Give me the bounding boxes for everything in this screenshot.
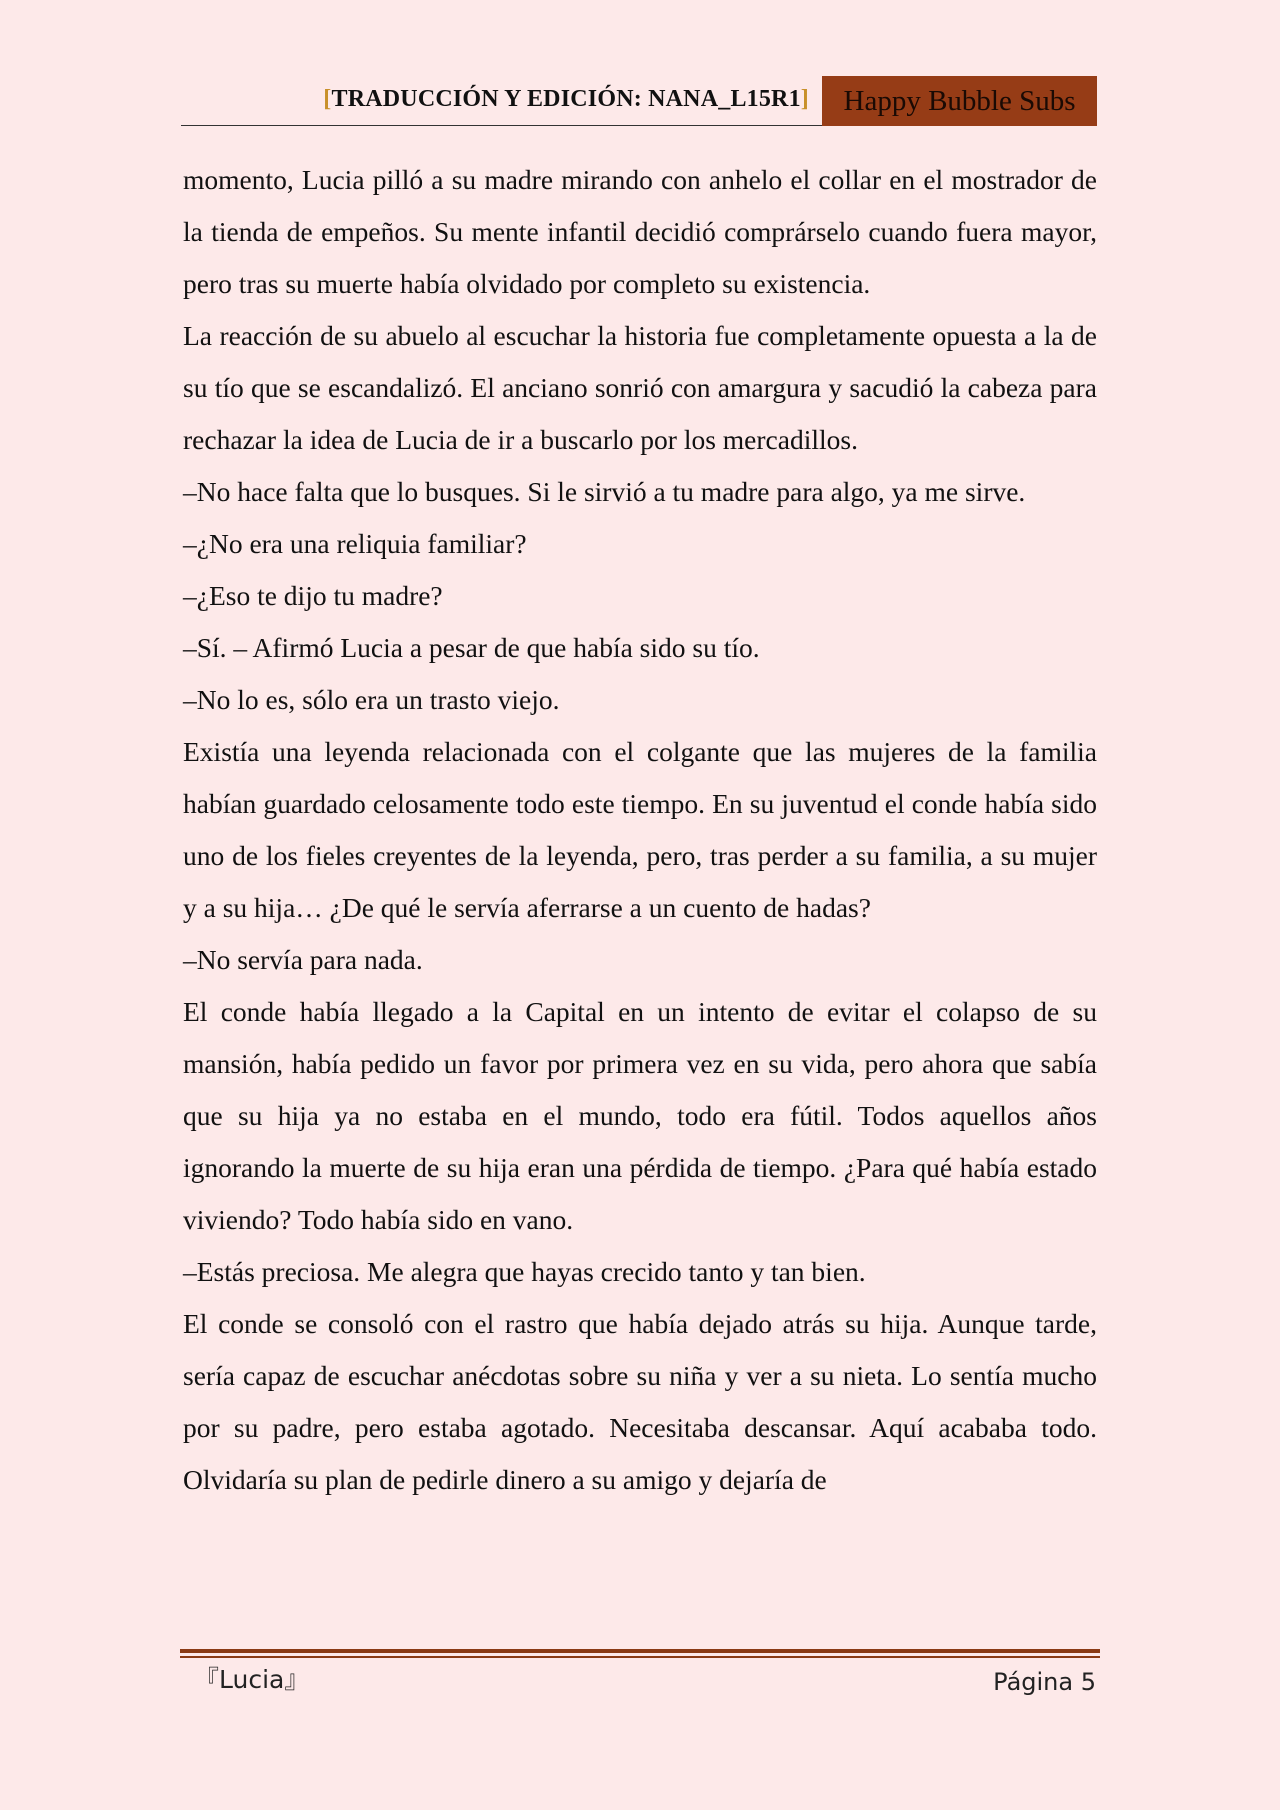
paragraph: La reacción de su abuelo al escuchar la historia fue completamente opuesta a la de su tío que se escandalizó. El anciano sonrió con amargura y sacudió la cabeza para rechazar la idea de Lucia de ir a buscarlo por los mercadillos. (183, 320, 1097, 455)
translation-credit (323, 86, 809, 113)
paragraph: Existía una leyenda relacionada con el colgante que las mujeres de la familia habían guardado celosamente todo este tiempo. En su juventud el conde había sido uno de los fieles creyentes de la leyenda, pero, tras perder a su familia, a su mujer y a su hija… ¿De qué le servía aferrarse a un cuento de hadas? (183, 736, 1097, 923)
dialogue-line: –No servía para nada. (183, 944, 423, 975)
dialogue-line: –¿No era una reliquia familiar? (183, 528, 527, 559)
footer-book-title: 『Lucia』 (194, 1665, 310, 1694)
page-body (183, 154, 1097, 1506)
credit-text: TRADUCCIÓN Y EDICIÓN: NANA_L15R1 (331, 86, 801, 112)
credit-bracket-open: [ (323, 86, 332, 112)
paragraph: El conde había llegado a la Capital en un intento de evitar el colapso de su mansión, había pedido un favor por primera vez en su vida, pero ahora que sabía que su hija ya no estaba en el mundo, todo era fútil. Todos aquellos años ignorando la muerte de su hija eran una pérdida de tiempo. ¿Para qué había estado viviendo? Todo había sido en vano. (183, 996, 1097, 1235)
page-header (181, 76, 1097, 126)
group-name-badge: Happy Bubble Subs (822, 76, 1097, 126)
footer-divider-thin (180, 1656, 1100, 1658)
paragraph: El conde se consoló con el rastro que había dejado atrás su hija. Aunque tarde, sería capaz de escuchar anécdotas sobre su niña y ver a su nieta. Lo sentía mucho por su padre, pero estaba agotado. Necesitaba descansar. Aquí acababa todo. Olvidaría su plan de pedirle dinero a su amigo y dejaría de (183, 1308, 1097, 1495)
paragraph: momento, Lucia pilló a su madre mirando con anhelo el collar en el mostrador de la tienda de empeños. Su mente infantil decidió comprárselo cuando fuera mayor, pero tras su muerte había olvidado por completo su existencia. (183, 164, 1097, 299)
header-divider (181, 125, 822, 126)
dialogue-line: –¿Eso te dijo tu madre? (183, 580, 443, 611)
footer-divider-thick (180, 1649, 1100, 1653)
dialogue-line: –Estás preciosa. Me alegra que hayas crecido tanto y tan bien. (183, 1256, 866, 1287)
dialogue-line: –No hace falta que lo busques. Si le sirvió a tu madre para algo, ya me sirve. (183, 476, 1026, 507)
dialogue-line: –Sí. – Afirmó Lucia a pesar de que había sido su tío. (183, 632, 760, 663)
credit-bracket-close: ] (800, 86, 809, 112)
dialogue-line: –No lo es, sólo era un trasto viejo. (183, 684, 560, 715)
footer-page-number: Página 5 (993, 1668, 1096, 1696)
